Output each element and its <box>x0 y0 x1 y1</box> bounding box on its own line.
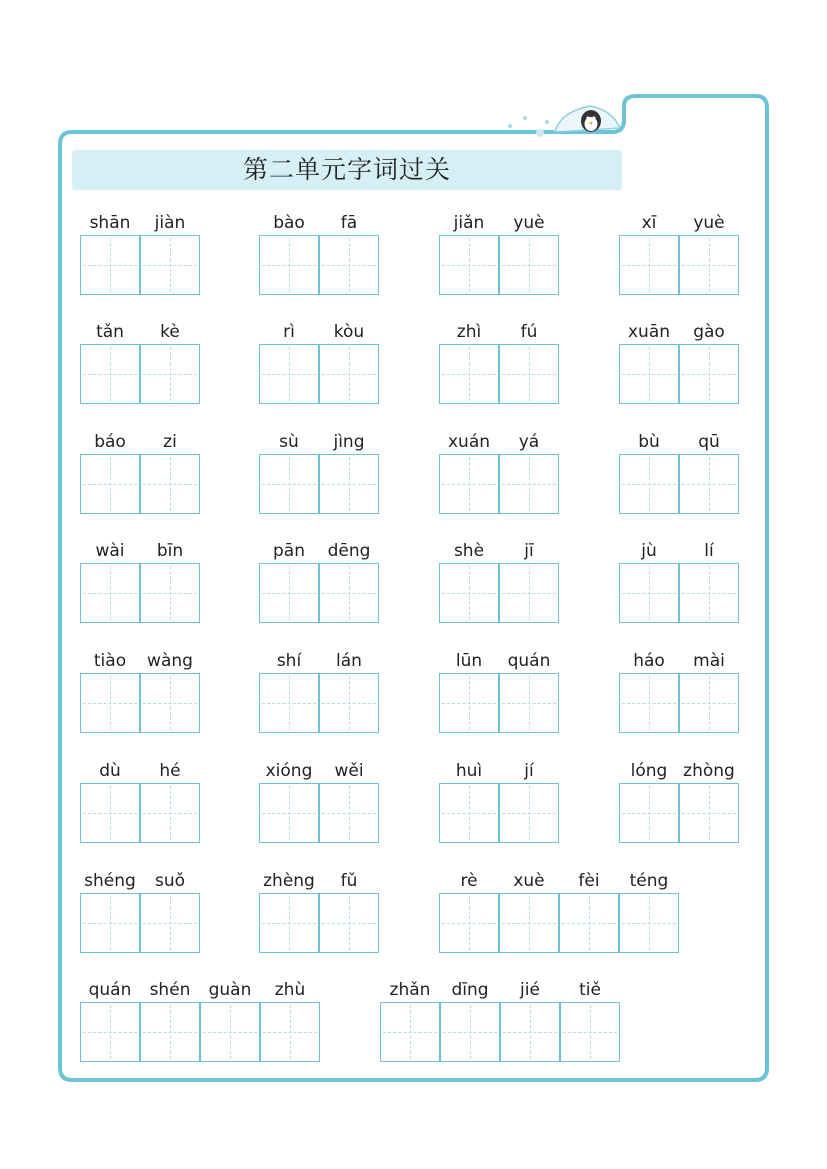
writing-box[interactable] <box>140 783 200 843</box>
pinyin-label: quán <box>88 980 132 1000</box>
horizontal-guide <box>442 593 496 594</box>
horizontal-guide <box>262 374 316 375</box>
horizontal-guide <box>682 593 736 594</box>
horizontal-guide <box>262 813 316 814</box>
pinyin-label: bīn <box>156 541 184 561</box>
horizontal-guide <box>83 265 137 266</box>
horizontal-guide <box>682 484 736 485</box>
writing-box[interactable] <box>80 454 140 514</box>
writing-box[interactable] <box>319 783 379 843</box>
pinyin-label: wàng <box>147 651 193 671</box>
horizontal-guide <box>143 923 197 924</box>
writing-box[interactable] <box>140 1002 200 1062</box>
horizontal-guide <box>83 923 137 924</box>
horizontal-guide <box>143 813 197 814</box>
pinyin-label: kòu <box>333 322 365 342</box>
horizontal-guide <box>322 374 376 375</box>
pinyin-label: zhù <box>274 980 306 1000</box>
pinyin-label: zhì <box>456 322 482 342</box>
pinyin-label: háo <box>633 651 665 671</box>
pinyin-label: wài <box>95 541 125 561</box>
writing-box[interactable] <box>619 783 679 843</box>
horizontal-guide <box>502 593 556 594</box>
horizontal-guide <box>622 265 676 266</box>
horizontal-guide <box>262 703 316 704</box>
horizontal-guide <box>622 593 676 594</box>
pinyin-label: fā <box>340 213 358 233</box>
writing-box[interactable] <box>80 1002 140 1062</box>
writing-box[interactable] <box>80 783 140 843</box>
horizontal-guide <box>83 593 137 594</box>
writing-box[interactable] <box>319 344 379 404</box>
horizontal-guide <box>322 265 376 266</box>
pinyin-label: xuè <box>513 871 545 891</box>
pinyin-label: bù <box>638 432 660 452</box>
horizontal-guide <box>83 813 137 814</box>
writing-box[interactable] <box>679 235 739 295</box>
pinyin-label: dīng <box>451 980 489 1000</box>
pinyin-label: yuè <box>693 213 725 233</box>
pinyin-label: jiàn <box>154 213 186 233</box>
pinyin-label: dù <box>99 761 121 781</box>
writing-box[interactable] <box>679 783 739 843</box>
horizontal-guide <box>83 1032 137 1033</box>
pinyin-label: xuán <box>447 432 491 452</box>
pinyin-label: kè <box>160 322 180 342</box>
pinyin-label: mài <box>693 651 725 671</box>
writing-box[interactable] <box>140 563 200 623</box>
pinyin-label: guàn <box>208 980 252 1000</box>
pinyin-label: fú <box>520 322 538 342</box>
pinyin-label: rè <box>460 871 478 891</box>
writing-box[interactable] <box>679 673 739 733</box>
horizontal-guide <box>322 923 376 924</box>
writing-box[interactable] <box>439 563 499 623</box>
horizontal-guide <box>503 1032 557 1033</box>
pinyin-label: wěi <box>334 761 364 781</box>
writing-box[interactable] <box>499 344 559 404</box>
horizontal-guide <box>622 703 676 704</box>
writing-box[interactable] <box>440 1002 500 1062</box>
horizontal-guide <box>143 374 197 375</box>
writing-box[interactable] <box>619 563 679 623</box>
horizontal-guide <box>442 813 496 814</box>
pinyin-label: zhòng <box>683 761 735 781</box>
writing-box[interactable] <box>679 563 739 623</box>
pinyin-label: lán <box>336 651 362 671</box>
horizontal-guide <box>682 374 736 375</box>
horizontal-guide <box>83 484 137 485</box>
horizontal-guide <box>322 593 376 594</box>
writing-box[interactable] <box>200 1002 260 1062</box>
horizontal-guide <box>502 374 556 375</box>
pinyin-label: shān <box>89 213 131 233</box>
page-title: 第二单元字词过关 <box>242 155 451 184</box>
horizontal-guide <box>262 923 316 924</box>
horizontal-guide <box>143 484 197 485</box>
pinyin-label: fǔ <box>340 871 358 891</box>
writing-box[interactable] <box>500 1002 560 1062</box>
pinyin-label: yuè <box>513 213 545 233</box>
writing-box[interactable] <box>140 673 200 733</box>
pinyin-label: tiào <box>93 651 127 671</box>
pinyin-label: jìng <box>333 432 365 452</box>
writing-box[interactable] <box>619 673 679 733</box>
pinyin-label: shéng <box>84 871 136 891</box>
writing-box[interactable] <box>559 893 619 953</box>
pinyin-label: huì <box>455 761 483 781</box>
pinyin-label: téng <box>629 871 669 891</box>
pinyin-label: xióng <box>265 761 313 781</box>
pinyin-label: sù <box>279 432 299 452</box>
horizontal-guide <box>502 923 556 924</box>
horizontal-guide <box>262 484 316 485</box>
horizontal-guide <box>83 703 137 704</box>
writing-box[interactable] <box>259 673 319 733</box>
writing-box[interactable] <box>80 344 140 404</box>
writing-box[interactable] <box>619 235 679 295</box>
horizontal-guide <box>322 813 376 814</box>
writing-box[interactable] <box>259 563 319 623</box>
horizontal-guide <box>383 1032 437 1033</box>
pinyin-label: jiǎn <box>453 213 485 233</box>
horizontal-guide <box>143 1032 197 1033</box>
horizontal-guide <box>263 1032 317 1033</box>
writing-box[interactable] <box>439 235 499 295</box>
writing-box[interactable] <box>319 454 379 514</box>
writing-box[interactable] <box>80 235 140 295</box>
horizontal-guide <box>442 484 496 485</box>
writing-box[interactable] <box>499 235 559 295</box>
pinyin-label: jù <box>641 541 657 561</box>
writing-box[interactable] <box>439 344 499 404</box>
horizontal-guide <box>83 374 137 375</box>
horizontal-guide <box>562 923 616 924</box>
writing-box[interactable] <box>619 454 679 514</box>
writing-box[interactable] <box>619 344 679 404</box>
pinyin-label: jī <box>524 541 534 561</box>
horizontal-guide <box>442 374 496 375</box>
pinyin-label: gào <box>693 322 725 342</box>
writing-box[interactable] <box>439 454 499 514</box>
horizontal-guide <box>143 703 197 704</box>
writing-box[interactable] <box>319 673 379 733</box>
pinyin-label: shén <box>149 980 191 1000</box>
writing-box[interactable] <box>140 235 200 295</box>
writing-box[interactable] <box>439 783 499 843</box>
writing-box[interactable] <box>499 893 559 953</box>
horizontal-guide <box>682 265 736 266</box>
horizontal-guide <box>143 593 197 594</box>
pinyin-label: lóng <box>630 761 668 781</box>
pinyin-label: shí <box>276 651 302 671</box>
pinyin-label: tiě <box>579 980 601 1000</box>
horizontal-guide <box>143 265 197 266</box>
pinyin-label: dēng <box>327 541 371 561</box>
writing-box[interactable] <box>679 344 739 404</box>
writing-box[interactable] <box>499 454 559 514</box>
pinyin-label: zhèng <box>263 871 315 891</box>
pinyin-label: lūn <box>455 651 483 671</box>
horizontal-guide <box>502 265 556 266</box>
horizontal-guide <box>622 484 676 485</box>
writing-box[interactable] <box>560 1002 620 1062</box>
horizontal-guide <box>443 1032 497 1033</box>
pinyin-label: rì <box>283 322 295 342</box>
pinyin-label: xuān <box>627 322 671 342</box>
pinyin-label: tǎn <box>96 322 124 342</box>
pinyin-label: shè <box>453 541 485 561</box>
pinyin-label: jí <box>524 761 534 781</box>
horizontal-guide <box>502 703 556 704</box>
horizontal-guide <box>442 265 496 266</box>
writing-box[interactable] <box>80 673 140 733</box>
horizontal-guide <box>622 374 676 375</box>
horizontal-guide <box>682 703 736 704</box>
pinyin-label: báo <box>94 432 126 452</box>
writing-box[interactable] <box>80 563 140 623</box>
writing-box[interactable] <box>380 1002 440 1062</box>
pinyin-label: qū <box>698 432 720 452</box>
writing-box[interactable] <box>499 783 559 843</box>
pinyin-label: bào <box>273 213 305 233</box>
writing-box[interactable] <box>439 673 499 733</box>
horizontal-guide <box>502 484 556 485</box>
pinyin-label: xī <box>641 213 657 233</box>
writing-box[interactable] <box>259 783 319 843</box>
pinyin-label: zi <box>163 432 177 452</box>
writing-box[interactable] <box>499 673 559 733</box>
writing-box[interactable] <box>439 893 499 953</box>
horizontal-guide <box>622 813 676 814</box>
horizontal-guide <box>262 593 316 594</box>
writing-box[interactable] <box>499 563 559 623</box>
horizontal-guide <box>442 923 496 924</box>
writing-box[interactable] <box>619 893 679 953</box>
writing-box[interactable] <box>260 1002 320 1062</box>
pinyin-label: jié <box>520 980 540 1000</box>
writing-box[interactable] <box>319 563 379 623</box>
horizontal-guide <box>322 703 376 704</box>
pinyin-label: suǒ <box>154 871 186 891</box>
pinyin-label: quán <box>507 651 551 671</box>
writing-box[interactable] <box>140 344 200 404</box>
horizontal-guide <box>442 703 496 704</box>
horizontal-guide <box>502 813 556 814</box>
horizontal-guide <box>682 813 736 814</box>
writing-box[interactable] <box>679 454 739 514</box>
writing-box[interactable] <box>140 893 200 953</box>
pinyin-label: lí <box>704 541 714 561</box>
pinyin-label: yá <box>518 432 540 452</box>
pinyin-label: hé <box>159 761 181 781</box>
writing-box[interactable] <box>140 454 200 514</box>
writing-box[interactable] <box>259 235 319 295</box>
horizontal-guide <box>262 265 316 266</box>
horizontal-guide <box>622 923 676 924</box>
pinyin-label: fèi <box>578 871 600 891</box>
writing-box[interactable] <box>259 893 319 953</box>
penguin-icon <box>555 106 620 132</box>
writing-box[interactable] <box>259 454 319 514</box>
horizontal-guide <box>563 1032 617 1033</box>
pinyin-label: zhǎn <box>389 980 431 1000</box>
writing-box[interactable] <box>259 344 319 404</box>
writing-box[interactable] <box>319 893 379 953</box>
writing-box[interactable] <box>80 893 140 953</box>
writing-box[interactable] <box>319 235 379 295</box>
horizontal-guide <box>203 1032 257 1033</box>
pinyin-label: pān <box>273 541 305 561</box>
horizontal-guide <box>322 484 376 485</box>
